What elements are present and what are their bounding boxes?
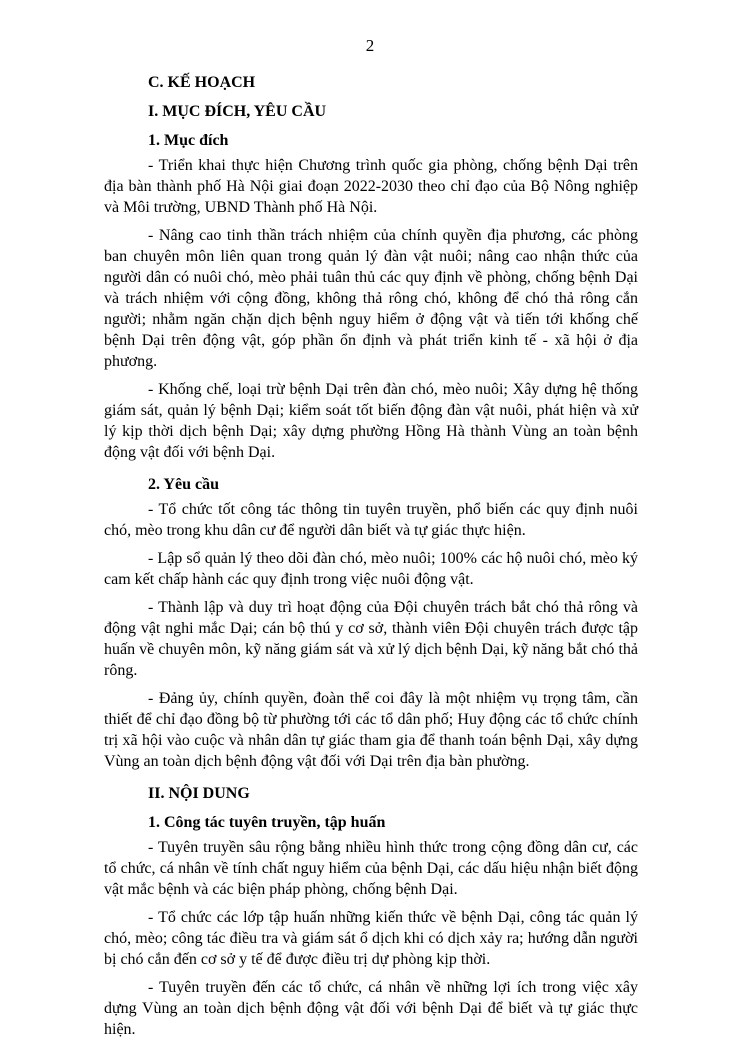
paragraph: - Tổ chức tốt công tác thông tin tuyên truyền, phổ biến các quy định nuôi chó, mèo trong khu dân cư để người dân biết và tự giác thực hiện. — [104, 501, 638, 539]
paragraph: - Triển khai thực hiện Chương trình quốc gia phòng, chống bệnh Dại trên địa bàn thành phố Hà Nội giai đoạn 2022-2030 theo chỉ đạo của Bộ Nông nghiệp và Môi trường, UBND Thành phố Hà Nội. — [104, 157, 638, 216]
document-body — [104, 66, 638, 1047]
paragraph: - Nâng cao tinh thần trách nhiệm của chính quyền địa phương, các phòng ban chuyên môn liên quan trong quản lý đàn vật nuôi; nâng cao nhận thức của người dân có nuôi chó, mèo phải tuân thủ các quy định về phòng, chống bệnh Dại và trách nhiệm với cộng đồng, không thả rông chó, không để chó thả rông cắn người; nhằm ngăn chặn dịch bệnh nguy hiểm ở động vật và tiến tới khống chế bệnh Dại trên động vật, góp phần ổn định và phát triển kinh tế - xã hội ở địa phương. — [104, 227, 638, 370]
subheading-yeu-cau: 2. Yêu cầu — [148, 476, 219, 493]
section-heading-ke-hoach: C. KẾ HOẠCH — [148, 74, 256, 91]
paragraph: - Thành lập và duy trì hoạt động của Đội chuyên trách bắt chó thả rông và động vật nghi mắc Dại; cán bộ thú y cơ sở, thành viên Đội chuyên trách được tập huấn về chuyên môn, kỹ năng giám sát và xử lý dịch bệnh Dại, kỹ năng bắt chó thả rông. — [104, 599, 638, 679]
paragraph: - Khống chế, loại trừ bệnh Dại trên đàn chó, mèo nuôi; Xây dựng hệ thống giám sát, quản lý bệnh Dại; kiểm soát tốt biến động đàn vật nuôi, phát hiện và xử lý kịp thời dịch bệnh Dại; xây dựng phường Hồng Hà thành Vùng an toàn bệnh động vật đối với bệnh Dại. — [104, 381, 638, 461]
paragraph: - Lập sổ quản lý theo dõi đàn chó, mèo nuôi; 100% các hộ nuôi chó, mèo ký cam kết chấp hành các quy định trong việc nuôi động vật. — [104, 550, 638, 588]
section-heading-muc-dich-yeu-cau: I. MỤC ĐÍCH, YÊU CẦU — [148, 103, 327, 120]
paragraph: - Tuyên truyền đến các tổ chức, cá nhân về những lợi ích trong việc xây dựng Vùng an toàn dịch bệnh động vật đối với bệnh Dại để biết và tự giác thực hiện. — [104, 979, 638, 1038]
paragraph: - Tuyên truyền sâu rộng bằng nhiều hình thức trong cộng đồng dân cư, các tổ chức, cá nhân về tính chất nguy hiểm của bệnh Dại, các dấu hiệu nhận biết động vật mắc bệnh và các biện pháp phòng, chống bệnh Dại. — [104, 839, 638, 898]
subheading-muc-dich: 1. Mục đích — [148, 132, 229, 149]
section-heading-noi-dung: II. NỘI DUNG — [148, 785, 250, 802]
paragraph: - Đảng ủy, chính quyền, đoàn thể coi đây là một nhiệm vụ trọng tâm, cần thiết để chỉ đạo đồng bộ từ phường tới các tổ dân phố; Huy động các tổ chức chính trị xã hội vào cuộc và nhân dân tự giác tham gia để thanh toán bệnh Dại, xây dựng Vùng an toàn dịch bệnh động vật đối với Dại trên địa bàn phường. — [104, 690, 638, 770]
paragraph: - Tổ chức các lớp tập huấn những kiến thức về bệnh Dại, công tác quản lý chó, mèo; công tác điều tra và giám sát ổ dịch khi có dịch xảy ra; hướng dẫn người bị chó cắn đến cơ sở y tế để được điều trị dự phòng kịp thời. — [104, 909, 638, 968]
page-number: 2 — [365, 36, 375, 55]
subheading-tuyen-truyen: 1. Công tác tuyên truyền, tập huấn — [148, 814, 386, 831]
